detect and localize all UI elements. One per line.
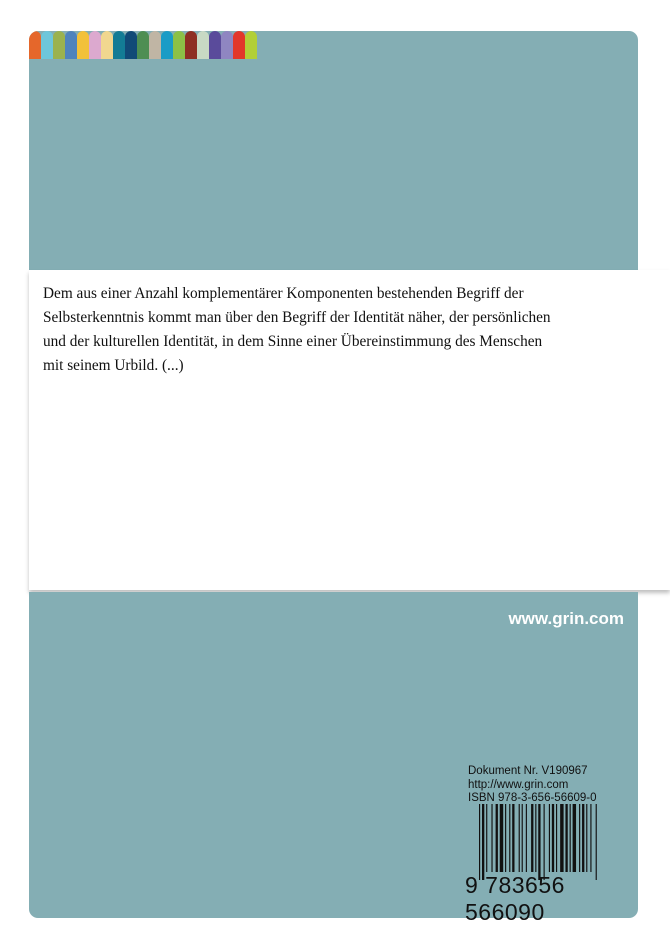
barcode-bar: [519, 804, 520, 872]
barcode-bar: [522, 804, 523, 872]
barcode-bar: [549, 804, 550, 872]
barcode-bar: [573, 804, 576, 872]
color-stripe: [77, 31, 89, 59]
barcode-bar: [544, 804, 545, 880]
color-stripe: [65, 31, 77, 59]
barcode-bar: [500, 804, 503, 872]
color-stripe: [137, 31, 149, 59]
blurb-text: Dem aus einer Anzahl komplementärer Komponenten bestehenden Begriff der Selbsterkenntnis kommt man über den Begriff der Identität näher, der persönlichen und der kulturellen Identität, in dem Sinne einer Übereinstimmung des Menschen mit seinem Urbild. (...): [43, 285, 551, 374]
color-stripe: [149, 31, 161, 59]
barcode-bar: [565, 804, 567, 872]
barcode-bar: [531, 804, 533, 872]
publication-info: [468, 765, 597, 806]
color-stripe: [29, 31, 41, 59]
barcode-bar: [570, 804, 571, 872]
color-stripe: [233, 31, 245, 59]
top-cover-panel: [29, 31, 638, 270]
publisher-url: http://www.grin.com: [468, 778, 569, 791]
barcode-bar: [479, 804, 480, 880]
bottom-cover-panel: [29, 592, 638, 925]
barcode-bar: [491, 804, 492, 872]
color-stripe: [221, 31, 233, 59]
color-stripe: [125, 31, 137, 59]
color-stripe: [101, 31, 113, 59]
barcode-bar: [496, 804, 498, 872]
isbn: ISBN 978-3-656-56609-0: [468, 792, 597, 804]
barcode-bar: [556, 804, 557, 872]
color-stripes: [29, 31, 257, 59]
color-stripe: [209, 31, 221, 59]
barcode-bar: [560, 804, 563, 872]
barcode-bar: [552, 804, 554, 872]
color-stripe: [53, 31, 65, 59]
website-label: www.grin.com: [508, 609, 624, 628]
barcode-bar: [582, 804, 584, 872]
barcode-bar: [482, 804, 484, 880]
barcode-bar: [586, 804, 587, 872]
barcode-bar: [538, 804, 540, 880]
barcode-bar: [579, 804, 580, 872]
barcode-bar: [590, 804, 591, 872]
barcode-bar: [535, 804, 536, 872]
document-number: Dokument Nr. V190967: [468, 765, 588, 777]
color-stripe: [185, 31, 197, 59]
barcode-bar: [486, 804, 487, 872]
barcode-bar: [509, 804, 510, 872]
color-stripe: [197, 31, 209, 59]
barcode-digits: 9 783656 566090: [465, 872, 565, 925]
barcode: [479, 804, 627, 880]
barcode-bar: [512, 804, 514, 872]
blurb-band: [29, 270, 670, 590]
color-stripe: [173, 31, 185, 59]
color-stripe: [89, 31, 101, 59]
barcode-bar: [505, 804, 506, 872]
color-stripe: [41, 31, 53, 59]
barcode-bar: [596, 804, 597, 880]
color-stripe: [245, 31, 257, 59]
barcode-bar: [526, 804, 527, 872]
color-stripe: [161, 31, 173, 59]
color-stripe: [113, 31, 125, 59]
